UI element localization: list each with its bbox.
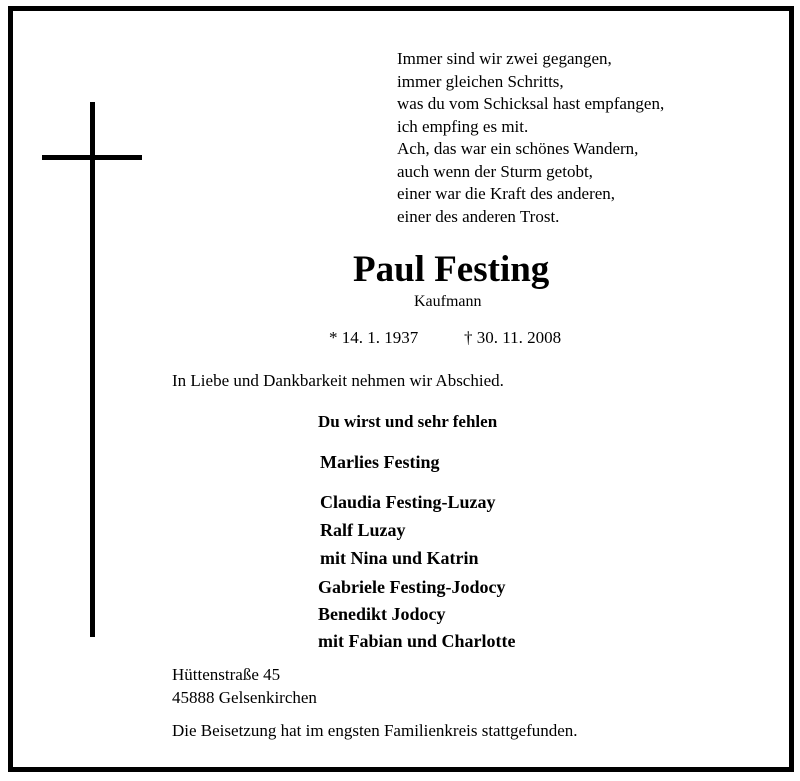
poem [397, 48, 664, 228]
farewell-text: In Liebe und Dankbarkeit nehmen wir Abschied. [172, 371, 504, 390]
cross-vertical-bar [90, 102, 95, 637]
poem-line: einer des anderen Trost. [397, 206, 560, 226]
address-street: Hüttenstraße 45 [172, 665, 281, 684]
poem-line: Ach, das war ein schönes Wandern, [397, 139, 639, 158]
burial-note: Die Beisetzung hat im engsten Familienkreis stattgefunden. [172, 721, 578, 740]
mourner-name: mit Nina und Katrin [320, 548, 479, 568]
mourner-name: mit Fabian und Charlotte [318, 631, 516, 651]
death-date: † 30. 11. 2008 [464, 328, 562, 347]
mourner-group [320, 450, 439, 474]
mourners-intro: Du wirst und sehr fehlen [318, 412, 498, 431]
deceased-occupation: Kaufmann [414, 293, 482, 310]
address [172, 664, 317, 709]
poem-line: ich empfing es mit. [397, 116, 529, 136]
poem-line: was du vom Schicksal hast empfangen, [397, 94, 665, 113]
deceased-name: Paul Festing [353, 249, 550, 290]
cross-horizontal-bar [42, 155, 142, 160]
mourner-name: Claudia Festing-Luzay [320, 492, 496, 512]
poem-line: Immer sind wir zwei gegangen, [397, 49, 612, 68]
poem-line: einer war die Kraft des anderen, [397, 184, 616, 203]
poem-line: auch wenn der Sturm getobt, [397, 161, 593, 181]
mourner-name: Benedikt Jodocy [318, 604, 446, 624]
birth-date: * 14. 1. 1937 [329, 328, 419, 347]
mourner-name: Gabriele Festing-Jodocy [318, 577, 506, 597]
mourner-group [320, 488, 496, 572]
address-city: 45888 Gelsenkirchen [172, 687, 317, 707]
poem-line: immer gleichen Schritts, [397, 71, 564, 91]
mourner-name: Ralf Luzay [320, 520, 406, 540]
mourner-name: Marlies Festing [320, 452, 440, 472]
mourner-group [318, 574, 516, 655]
